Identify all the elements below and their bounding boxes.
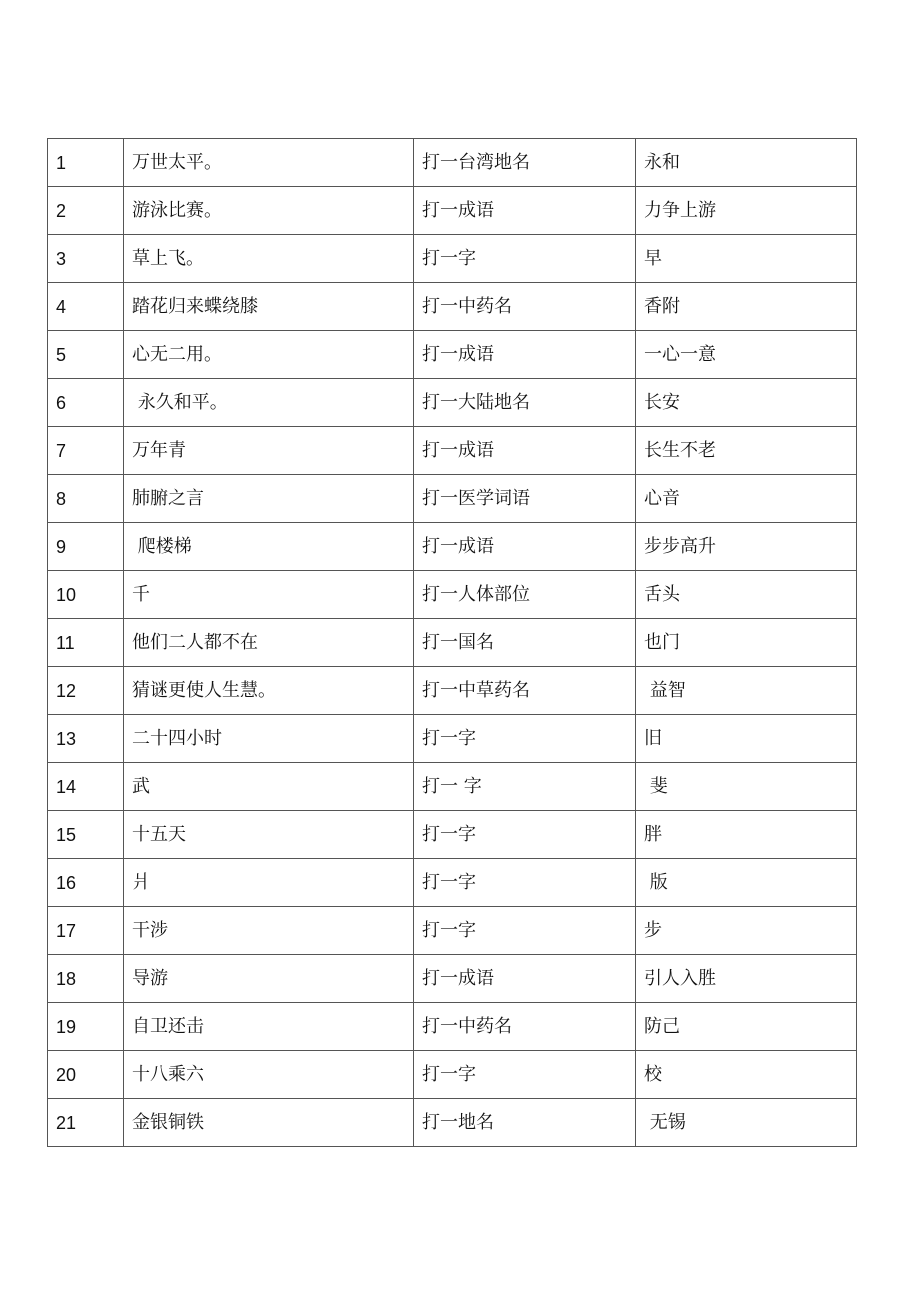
riddle-hint: 打一字 bbox=[414, 907, 636, 955]
riddle-hint: 打一中药名 bbox=[414, 283, 636, 331]
riddle-answer: 长生不老 bbox=[636, 427, 857, 475]
riddle-answer: 一心一意 bbox=[636, 331, 857, 379]
row-number: 7 bbox=[48, 427, 124, 475]
table-row bbox=[48, 379, 857, 427]
riddle-text: 踏花归来蝶绕膝 bbox=[124, 283, 414, 331]
riddle-hint: 打一中草药名 bbox=[414, 667, 636, 715]
riddle-answer: 步步高升 bbox=[636, 523, 857, 571]
riddle-hint: 打一字 bbox=[414, 811, 636, 859]
table-row bbox=[48, 235, 857, 283]
riddle-text: 十八乘六 bbox=[124, 1051, 414, 1099]
row-number: 5 bbox=[48, 331, 124, 379]
row-number: 3 bbox=[48, 235, 124, 283]
riddle-hint: 打一地名 bbox=[414, 1099, 636, 1147]
table-row bbox=[48, 1099, 857, 1147]
riddle-hint: 打一字 bbox=[414, 715, 636, 763]
row-number: 12 bbox=[48, 667, 124, 715]
row-number: 4 bbox=[48, 283, 124, 331]
row-number: 13 bbox=[48, 715, 124, 763]
row-number: 21 bbox=[48, 1099, 124, 1147]
row-number: 19 bbox=[48, 1003, 124, 1051]
row-number: 2 bbox=[48, 187, 124, 235]
riddle-answer: 早 bbox=[636, 235, 857, 283]
table-row bbox=[48, 331, 857, 379]
riddle-answer: 香附 bbox=[636, 283, 857, 331]
riddle-text: 肺腑之言 bbox=[124, 475, 414, 523]
row-number: 6 bbox=[48, 379, 124, 427]
riddle-table bbox=[47, 138, 857, 1147]
table-row bbox=[48, 955, 857, 1003]
riddle-hint: 打一字 bbox=[414, 859, 636, 907]
riddle-answer: 也门 bbox=[636, 619, 857, 667]
riddle-hint: 打一国名 bbox=[414, 619, 636, 667]
riddle-text: 导游 bbox=[124, 955, 414, 1003]
table-row bbox=[48, 523, 857, 571]
table-row bbox=[48, 1051, 857, 1099]
riddle-text: 武 bbox=[124, 763, 414, 811]
table-row bbox=[48, 715, 857, 763]
riddle-answer: 胖 bbox=[636, 811, 857, 859]
riddle-hint: 打一中药名 bbox=[414, 1003, 636, 1051]
table-row bbox=[48, 667, 857, 715]
riddle-answer: 益智 bbox=[636, 667, 857, 715]
riddle-answer: 引人入胜 bbox=[636, 955, 857, 1003]
row-number: 8 bbox=[48, 475, 124, 523]
riddle-text: 游泳比赛。 bbox=[124, 187, 414, 235]
table-row bbox=[48, 475, 857, 523]
riddle-hint: 打一字 bbox=[414, 235, 636, 283]
table-row bbox=[48, 907, 857, 955]
riddle-text: 猜谜更使人生慧。 bbox=[124, 667, 414, 715]
row-number: 14 bbox=[48, 763, 124, 811]
table-row bbox=[48, 571, 857, 619]
riddle-answer: 心音 bbox=[636, 475, 857, 523]
table-row bbox=[48, 619, 857, 667]
riddle-answer: 旧 bbox=[636, 715, 857, 763]
table-row bbox=[48, 1003, 857, 1051]
riddle-hint: 打一成语 bbox=[414, 331, 636, 379]
riddle-hint: 打一成语 bbox=[414, 187, 636, 235]
row-number: 11 bbox=[48, 619, 124, 667]
riddle-hint: 打一大陆地名 bbox=[414, 379, 636, 427]
riddle-text: 万年青 bbox=[124, 427, 414, 475]
riddle-answer: 防己 bbox=[636, 1003, 857, 1051]
riddle-text: 他们二人都不在 bbox=[124, 619, 414, 667]
riddle-answer: 校 bbox=[636, 1051, 857, 1099]
riddle-text: 爬楼梯 bbox=[124, 523, 414, 571]
riddle-answer: 步 bbox=[636, 907, 857, 955]
riddle-text: 自卫还击 bbox=[124, 1003, 414, 1051]
riddle-hint: 打一成语 bbox=[414, 523, 636, 571]
riddle-answer: 永和 bbox=[636, 139, 857, 187]
row-number: 17 bbox=[48, 907, 124, 955]
table-row bbox=[48, 187, 857, 235]
riddle-text: 永久和平。 bbox=[124, 379, 414, 427]
riddle-hint: 打一成语 bbox=[414, 955, 636, 1003]
riddle-text: 金银铜铁 bbox=[124, 1099, 414, 1147]
riddle-text: 千 bbox=[124, 571, 414, 619]
riddle-hint: 打一台湾地名 bbox=[414, 139, 636, 187]
riddle-text: 干涉 bbox=[124, 907, 414, 955]
row-number: 18 bbox=[48, 955, 124, 1003]
riddle-text: 心无二用。 bbox=[124, 331, 414, 379]
row-number: 10 bbox=[48, 571, 124, 619]
riddle-hint: 打一成语 bbox=[414, 427, 636, 475]
riddle-text: 万世太平。 bbox=[124, 139, 414, 187]
table-row bbox=[48, 763, 857, 811]
riddle-text: 二十四小时 bbox=[124, 715, 414, 763]
riddle-answer: 无锡 bbox=[636, 1099, 857, 1147]
riddle-text: 十五天 bbox=[124, 811, 414, 859]
row-number: 15 bbox=[48, 811, 124, 859]
row-number: 1 bbox=[48, 139, 124, 187]
riddle-answer: 长安 bbox=[636, 379, 857, 427]
table-row bbox=[48, 139, 857, 187]
riddle-text: 爿 bbox=[124, 859, 414, 907]
riddle-hint: 打一字 bbox=[414, 1051, 636, 1099]
riddle-answer: 斐 bbox=[636, 763, 857, 811]
riddle-answer: 舌头 bbox=[636, 571, 857, 619]
riddle-text: 草上飞。 bbox=[124, 235, 414, 283]
riddle-answer: 力争上游 bbox=[636, 187, 857, 235]
riddle-hint: 打一 字 bbox=[414, 763, 636, 811]
riddle-answer: 版 bbox=[636, 859, 857, 907]
row-number: 9 bbox=[48, 523, 124, 571]
row-number: 20 bbox=[48, 1051, 124, 1099]
row-number: 16 bbox=[48, 859, 124, 907]
riddle-hint: 打一人体部位 bbox=[414, 571, 636, 619]
table-row bbox=[48, 811, 857, 859]
riddle-table-body bbox=[48, 139, 857, 1147]
table-row bbox=[48, 427, 857, 475]
table-row bbox=[48, 283, 857, 331]
riddle-hint: 打一医学词语 bbox=[414, 475, 636, 523]
table-row bbox=[48, 859, 857, 907]
